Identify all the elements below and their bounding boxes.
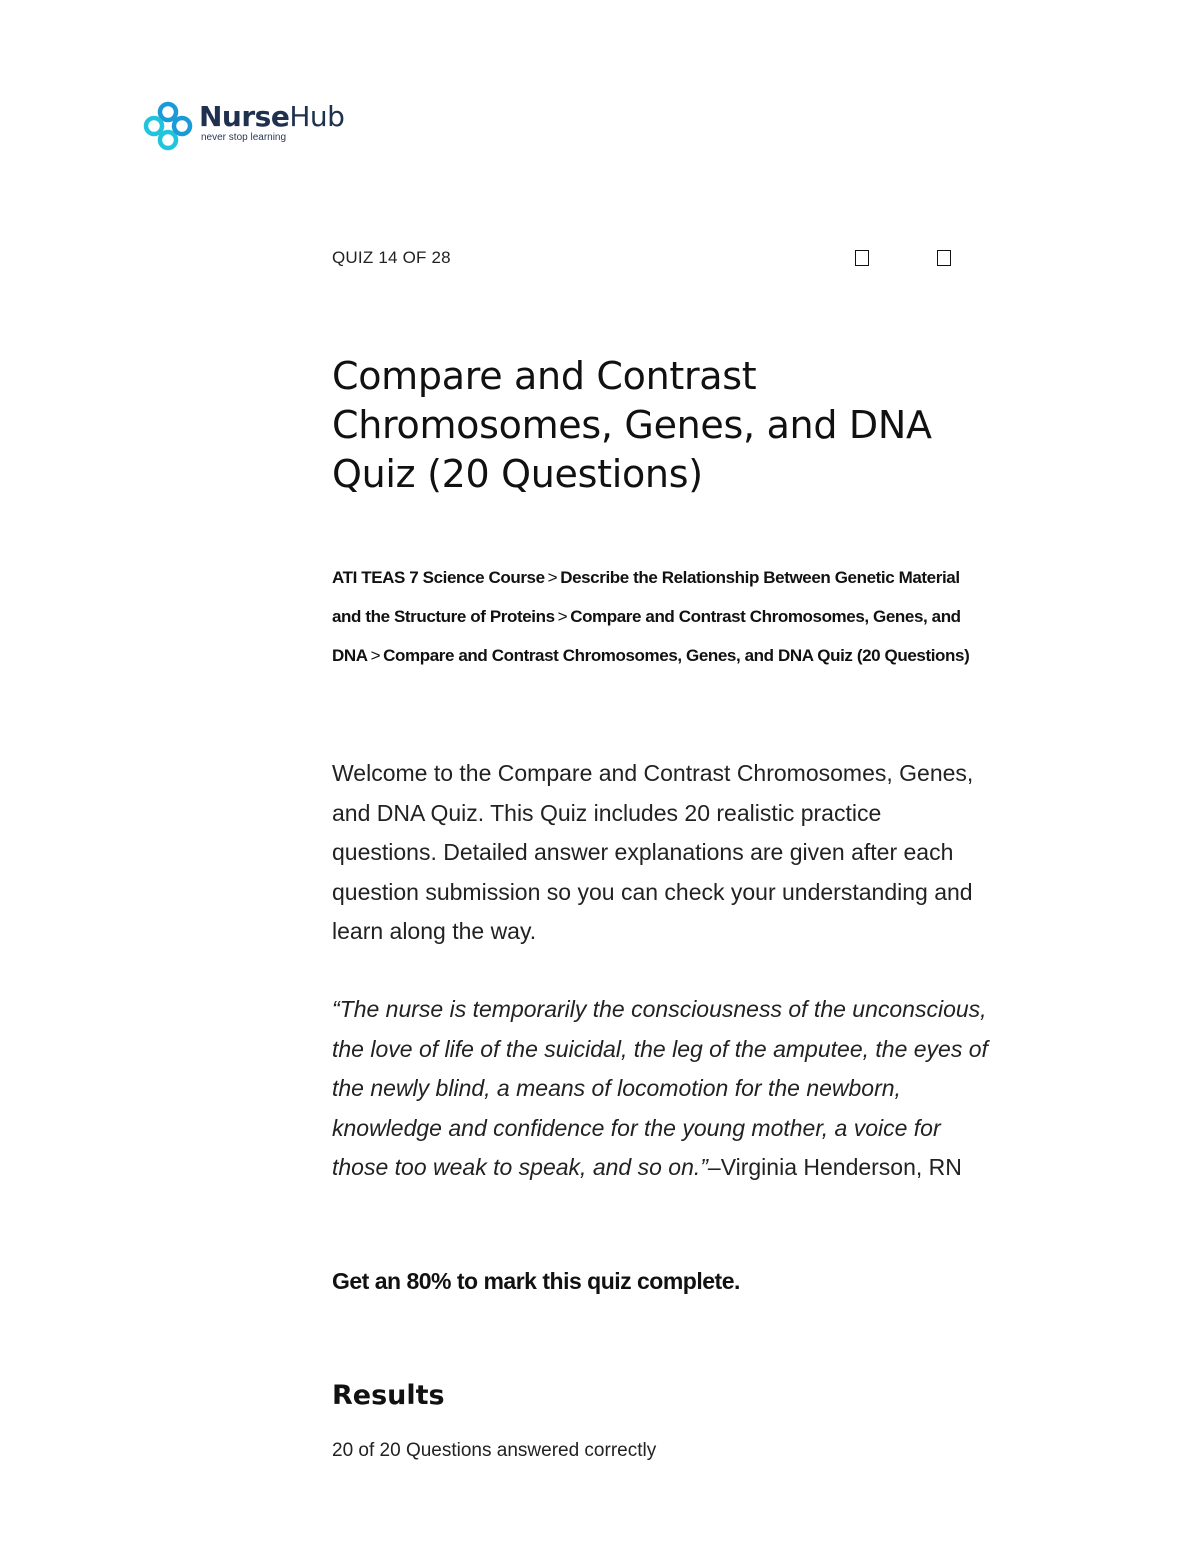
breadcrumb-link-lesson[interactable]: Compare and Contrast Chromosomes, Genes, and DNA: [332, 607, 961, 665]
breadcrumb-separator: >: [557, 607, 568, 626]
previous-quiz-icon[interactable]: [855, 250, 869, 266]
brand-name: [199, 100, 344, 134]
quote-text: “The nurse is temporarily the consciousness of the unconscious, the love of life of the suicidal, the leg of the amputee, the eyes of the newly blind, a means of locomotion for the newborn, knowledge and confidence for the young mother, a voice for those too weak to speak, and so on.”: [332, 996, 988, 1180]
breadcrumb-separator: >: [547, 568, 558, 587]
breadcrumb-separator: >: [370, 646, 381, 665]
breadcrumb-link-quiz[interactable]: Compare and Contrast Chromosomes, Genes, and DNA Quiz (20 Questions): [383, 646, 970, 665]
nursehub-logo[interactable]: [143, 100, 344, 152]
quiz-topbar: [332, 248, 962, 272]
breadcrumb-link-topic[interactable]: Describe the Relationship Between Genetic Material and the Structure of Proteins: [332, 568, 960, 626]
quote-attribution: –Virginia Henderson, RN: [707, 1154, 962, 1180]
page-title: Compare and Contrast Chromosomes, Genes, and DNA Quiz (20 Questions): [332, 354, 932, 496]
brand-tagline: never stop learning: [201, 132, 287, 143]
breadcrumb: [332, 558, 972, 675]
brand-name-part1: Nurse: [199, 100, 290, 133]
intro-text: Welcome to the Compare and Contrast Chromosomes, Genes, and DNA Quiz. This Quiz includes 20 realistic practice questions. Detailed answer explanations are given after each question submission so you can check your understanding and learn along the way.: [332, 760, 974, 944]
nursehub-logo-icon: [143, 100, 193, 152]
quiz-counter: QUIZ 14 OF 28: [332, 248, 451, 267]
next-quiz-icon[interactable]: [937, 250, 951, 266]
brand-name-part2: Hub: [289, 100, 345, 133]
completion-goal: Get an 80% to mark this quiz complete.: [332, 1268, 740, 1294]
breadcrumb-link-course[interactable]: ATI TEAS 7 Science Course: [332, 568, 545, 587]
results-heading: Results: [332, 1380, 445, 1411]
results-summary: 20 of 20 Questions answered correctly: [332, 1440, 657, 1461]
nursing-quote: [332, 990, 1002, 1188]
